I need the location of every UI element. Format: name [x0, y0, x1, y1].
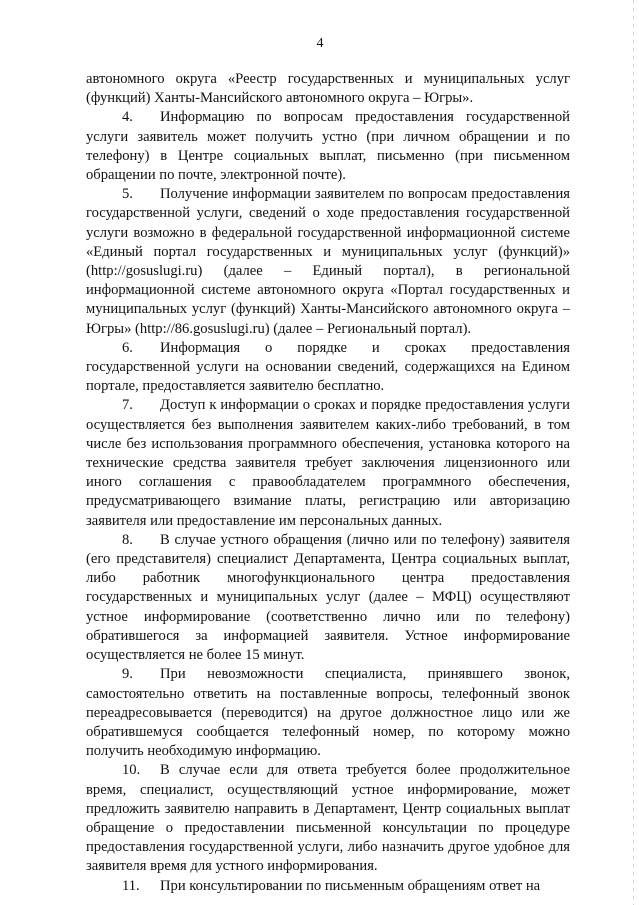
paragraph-text: автономного округа «Реестр государственных и муниципальных услуг (функций) Ханты-Мансийского автономного округа – Югры». [86, 71, 570, 107]
page-number: 4 [316, 36, 324, 51]
paragraph-continuation [86, 70, 570, 108]
paragraph-text: В случае если для ответа требуется более продолжительное время, специалист, осуществляющий устное информирование, может предложить заявителю направить в Департамент, Центр социальных выплат обращение о предоставлении письменной консультации по процедуре предоставления государственной услуги, либо назначить другое удобное для заявителя время для устного информирования. [86, 762, 570, 875]
paragraph-text: Доступ к информации о сроках и порядке предоставления услуги осуществляется без выполнения заявителем каких-либо требований, в том числе без использования программного обеспечения, установка которого на технические средства заявителя требует заключения лицензионного или иного соглашения с правообладателем программного обеспечения, предусматривающего взимание платы, регистрацию или авторизацию заявителя или предоставление им персональных данных. [86, 397, 570, 529]
paragraph-8 [86, 531, 570, 665]
paragraph-6 [86, 339, 570, 397]
paragraph-number: 5. [122, 186, 133, 203]
paragraph-text: В случае устного обращения (лично или по телефону) заявителя (его представителя) специалист Департамента, Центра социальных выплат, либо работник многофункционального центра предоставления государственных и муниципальных услуг (далее – МФЦ) осуществляют устное информирование (соответственно лично или по телефону) обратившегося за информацией заявителя. Устное информирование осуществляется не более 15 минут. [86, 531, 570, 664]
paragraph-number: 10. [122, 762, 141, 779]
paragraph-11 [86, 877, 570, 896]
paragraph-10 [86, 761, 570, 876]
paragraph-5 [86, 185, 570, 339]
paragraph-7 [86, 396, 570, 530]
paragraph-text: Получение информации заявителем по вопросам предоставления государственной услуги, сведений о ходе предоставления государственной услуги возможно в федеральной государственной информационной системе «Единый портал государственных и муниципальных услуг (функций)» (http://gosuslugi.ru) (далее – Единый портал), в региональной информационной системе автономного округа «Портал государственных и муниципальных услуг (функций) Ханты-Мансийского автономного округа – Югры» (http://86.gosuslugi.ru) (далее – Региональный портал). [86, 186, 570, 337]
paragraph-number: 7. [122, 397, 133, 414]
paragraph-number: 8. [122, 531, 133, 548]
paragraph-number: 11. [122, 877, 140, 894]
paragraph-text: При невозможности специалиста, принявшего звонок, самостоятельно ответить на поставленные вопросы, телефонный звонок переадресовывается (переводится) на другое должностное лицо или же обратившемуся сообщается телефонный номер, по которому можно получить необходимую информацию. [86, 666, 570, 760]
paragraph-text: При консультировании по письменным обращениям ответ на [160, 877, 541, 894]
document-body [86, 70, 570, 896]
paragraph-9 [86, 665, 570, 761]
paragraph-text: Информацию по вопросам предоставления государственной услуги заявитель может получить устно (при личном обращении и по телефону) в Центре социальных выплат, письменно (при письменном обращении по почте, электронной почте). [86, 109, 570, 184]
scan-edge-line [633, 0, 634, 905]
paragraph-number: 4. [122, 109, 133, 126]
paragraph-number: 6. [122, 339, 133, 356]
paragraph-text: Информация о порядке и сроках предоставления государственной услуги на основании сведений, содержащихся на Едином портале, предоставляется заявителю бесплатно. [86, 339, 570, 395]
paragraph-4 [86, 108, 570, 185]
paragraph-number: 9. [122, 666, 133, 683]
